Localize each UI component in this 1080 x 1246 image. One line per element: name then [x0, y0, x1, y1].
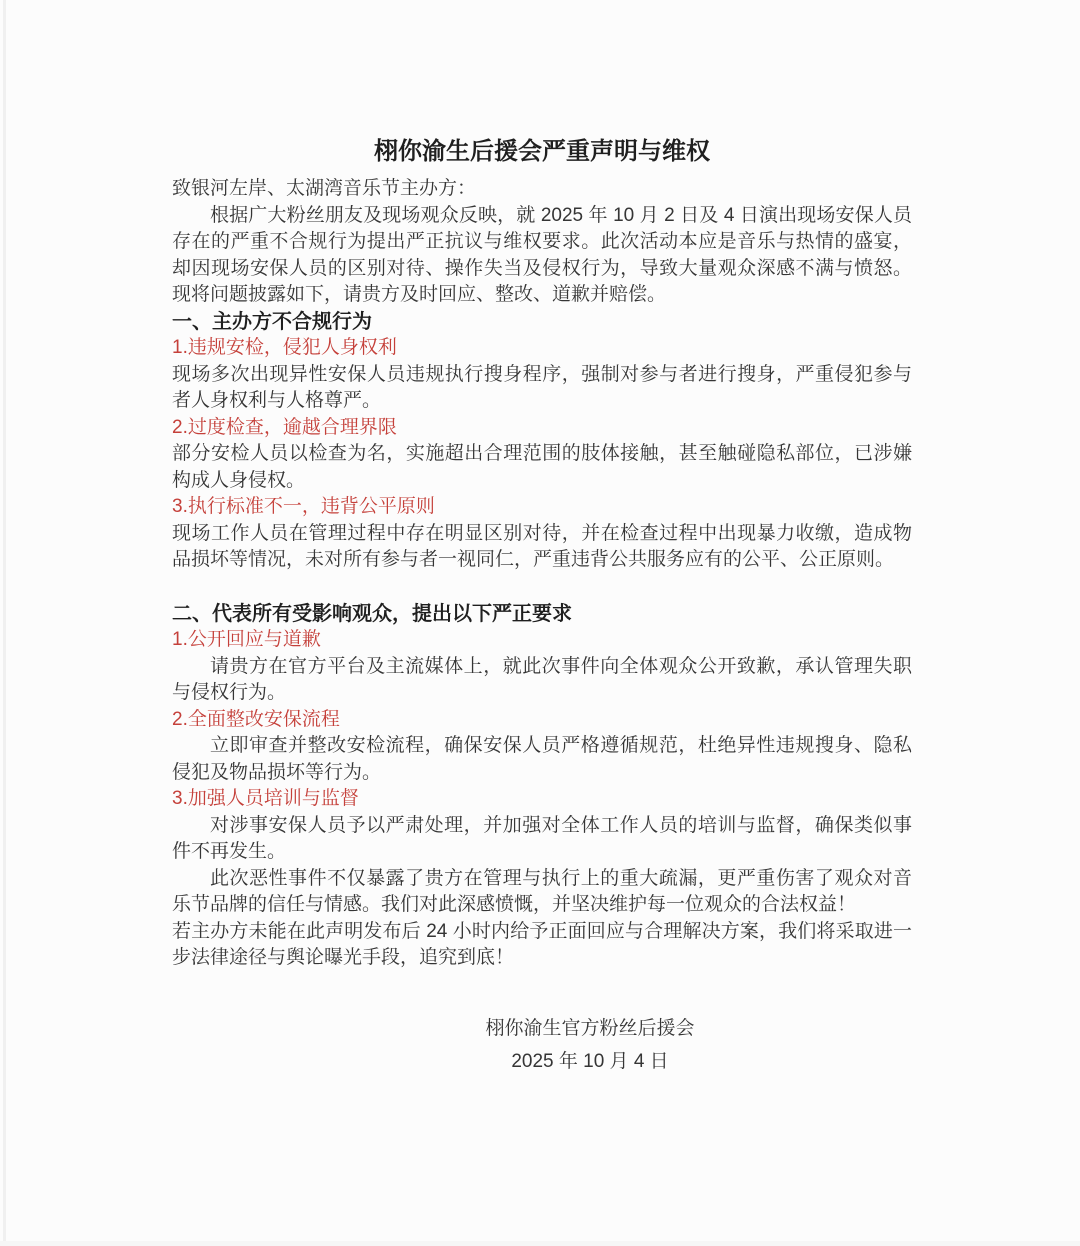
demand-3-body: 对涉事安保人员予以严肃处理，并加强对全体工作人员的培训与监督，确保类似事件不再发生。 [172, 814, 912, 862]
demand-1-label: 1.公开回应与道歉 [172, 629, 321, 650]
section1-heading: 一、主办方不合规行为 [172, 310, 372, 333]
document-title: 栩你渝生后援会严重声明与维权 [374, 138, 710, 165]
scan-bottom-shade [0, 1241, 1080, 1246]
closing-paragraph-1: 此次恶性事件不仅暴露了贵方在管理与执行上的重大疏漏，更严重伤害了观众对音乐节品牌的信任与情感。我们对此深感愤慨，并坚决维护每一位观众的合法权益！ [172, 867, 912, 915]
closing-paragraph-2: 若主办方未能在此声明发布后 24 小时内给予正面回应与合理解决方案，我们将采取进一步法律途径与舆论曝光手段，追究到底！ [172, 920, 912, 968]
signature-name: 栩你渝生官方粉丝后援会 [485, 1017, 695, 1039]
violation-2-body: 部分安检人员以检查为名，实施超出合理范围的肢体接触，甚至触碰隐私部位，已涉嫌构成人身侵权。 [172, 443, 912, 491]
violation-3-body: 现场工作人员在管理过程中存在明显区别对待，并在检查过程中出现暴力收缴，造成物品损坏等情况，未对所有参与者一视同仁，严重违背公共服务应有的公平、公正原则。 [172, 522, 912, 570]
violation-2-label: 2.过度检查，逾越合理界限 [172, 416, 397, 438]
demand-3-label: 3.加强人员培训与监督 [172, 788, 359, 809]
violation-3-label: 3.执行标准不一，违背公平原则 [172, 496, 435, 517]
signature-block [420, 1012, 760, 1078]
signature-date: 2025 年 10 月 4 日 [511, 1050, 669, 1072]
demand-2-body: 立即审查并整改安检流程，确保安保人员严格遵循规范，杜绝异性违规搜身、隐私侵犯及物品损坏等行为。 [172, 735, 912, 783]
salutation-line: 致银河左岸、太湖湾音乐节主办方： [172, 178, 477, 199]
demand-2-label: 2.全面整改安保流程 [172, 708, 340, 730]
violation-1-body: 现场多次出现异性安保人员违规执行搜身程序，强制对参与者进行搜身，严重侵犯参与者人身权利与人格尊严。 [172, 363, 912, 411]
section2-heading: 二、代表所有受影响观众，提出以下严正要求 [172, 602, 572, 625]
scan-edge-line [3, 0, 6, 1246]
intro-paragraph: 根据广大粉丝朋友及现场观众反映，就 2025 年 10 月 2 日及 4 日演出现场安保人员存在的严重不合规行为提出严正抗议与维权要求。此次活动本应是音乐与热情的盛宴，却因现场安保人员的区别对待、操作失当及侵权行为，导致大量观众深感不满与愤怒。现将问题披露如下，请贵方及时回应、整改、道歉并赔偿。 [172, 204, 912, 305]
demand-1-body: 请贵方在官方平台及主流媒体上，就此次事件向全体观众公开致歉，承认管理失职与侵权行为。 [172, 655, 912, 703]
violation-1-label: 1.违规安检，侵犯人身权利 [172, 337, 397, 358]
